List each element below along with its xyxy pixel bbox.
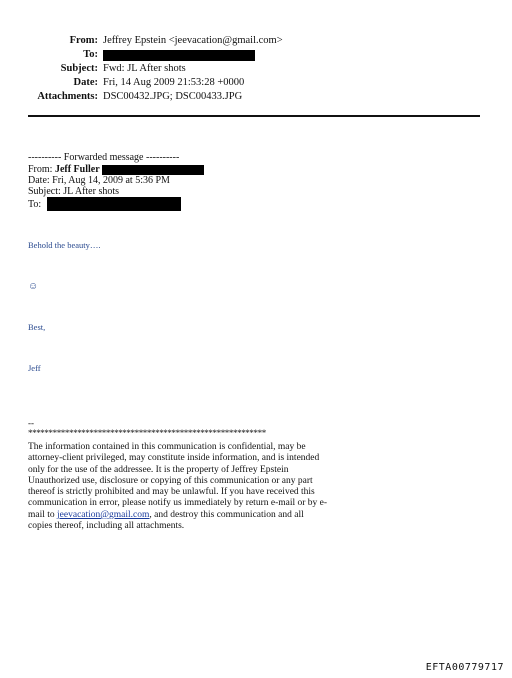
attachments-value: DSC00432.JPG; DSC00433.JPG <box>103 91 243 102</box>
date-label: Date: <box>73 77 98 88</box>
date-value: Fri, 14 Aug 2009 21:53:28 +0000 <box>103 77 245 88</box>
from-value: Jeffrey Epstein <jeevacation@gmail.com> <box>103 35 283 46</box>
body-line: Behold the beauty…. <box>28 240 101 250</box>
forwarded-date: Date: Fri, Aug 14, 2009 at 5:36 PM <box>28 175 170 186</box>
closing: Best, <box>28 322 46 332</box>
to-redaction <box>103 49 255 62</box>
subject-value: Fwd: JL After shots <box>103 63 186 74</box>
smiley-icon: ☺ <box>28 281 39 292</box>
attachments-label: Attachments: <box>37 91 98 102</box>
disclaimer-text <box>28 442 328 532</box>
forwarded-to-redaction <box>47 197 181 211</box>
from-label: From: <box>69 35 98 46</box>
forwarded-from-name: Jeff Fuller <box>54 164 100 175</box>
to-label: To: <box>83 49 98 60</box>
forwarded-from-redaction <box>102 165 204 175</box>
disclaimer-dash: -- <box>28 418 34 428</box>
signature: Jeff <box>28 363 41 373</box>
disclaimer-stars: ********************************************************** <box>28 428 266 438</box>
header-divider <box>28 115 480 117</box>
disclaimer-text-after: , and destroy this communication and all copies thereof, including all attachments. <box>28 509 304 532</box>
bates-number: EFTA00779717 <box>425 662 504 673</box>
disclaimer-email-link[interactable]: jeevacation@gmail.com <box>57 509 150 520</box>
forwarded-from-label: From: <box>28 164 53 175</box>
subject-label: Subject: <box>60 63 98 74</box>
disclaimer-text-before: The information contained in this communication is confidential, may be attorney-client privileged, may constitute inside information, and is intended only for the use of the addressee. It is the property of Jeffrey Epstein Unauthorized use, disclosure or copying of this communication or any part thereof is strictly prohibited and may be unlawful. If you have received this communication in error, please notify us immediately by return e-mail or by e-mail to <box>28 442 328 520</box>
forwarded-subject: Subject: JL After shots <box>28 186 120 197</box>
forwarded-marker: ---------- Forwarded message ---------- <box>28 152 180 163</box>
forwarded-to-row <box>28 197 181 211</box>
forwarded-to-label: To: <box>28 199 42 210</box>
